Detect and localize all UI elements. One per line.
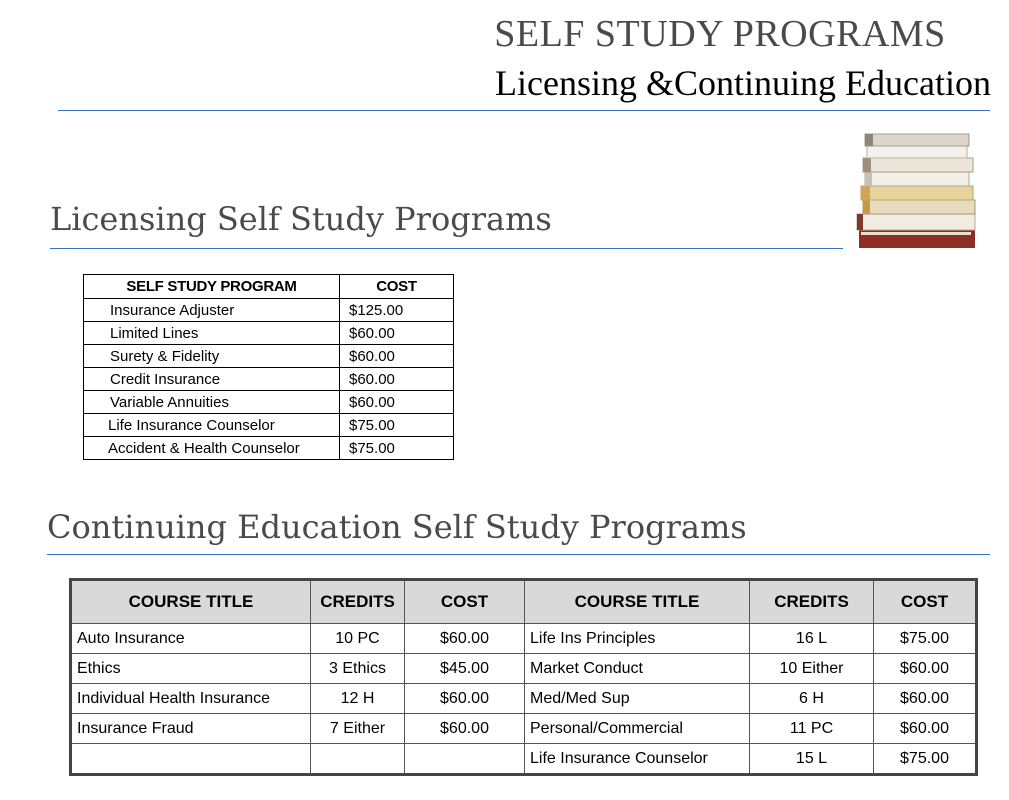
cost-cell: $45.00 bbox=[405, 654, 525, 684]
table-header-row bbox=[84, 275, 454, 299]
course-title-cell: Ethics bbox=[71, 654, 311, 684]
credits-cell bbox=[311, 744, 405, 775]
cost-cell: $60.00 bbox=[405, 624, 525, 654]
table-row bbox=[84, 414, 454, 437]
course-title-cell: Auto Insurance bbox=[71, 624, 311, 654]
credits-cell: 10 Either bbox=[750, 654, 874, 684]
program-cell: Insurance Adjuster bbox=[84, 299, 340, 322]
course-title-cell: Life Insurance Counselor bbox=[525, 744, 750, 775]
book-stack-icon bbox=[853, 128, 981, 252]
program-cell: Accident & Health Counselor bbox=[84, 437, 340, 460]
column-header-credits: CREDITS bbox=[311, 580, 405, 624]
table-row bbox=[84, 437, 454, 460]
column-header-course-title: COURSE TITLE bbox=[71, 580, 311, 624]
course-title-cell bbox=[71, 744, 311, 775]
continuing-education-table bbox=[69, 578, 978, 776]
column-header-course-title: COURSE TITLE bbox=[525, 580, 750, 624]
course-title-cell: Personal/Commercial bbox=[525, 714, 750, 744]
cost-cell: $60.00 bbox=[874, 684, 977, 714]
credits-cell: 6 H bbox=[750, 684, 874, 714]
credits-cell: 15 L bbox=[750, 744, 874, 775]
program-cell: Surety & Fidelity bbox=[84, 345, 340, 368]
cost-cell: $60.00 bbox=[874, 714, 977, 744]
program-cell: Credit Insurance bbox=[84, 368, 340, 391]
cost-cell: $60.00 bbox=[340, 345, 454, 368]
course-title-cell: Market Conduct bbox=[525, 654, 750, 684]
course-title-cell: Med/Med Sup bbox=[525, 684, 750, 714]
table-row bbox=[84, 345, 454, 368]
credits-cell: 12 H bbox=[311, 684, 405, 714]
table-row bbox=[84, 322, 454, 345]
licensing-divider bbox=[50, 248, 843, 249]
column-header-cost: COST bbox=[874, 580, 977, 624]
course-title-cell: Life Ins Principles bbox=[525, 624, 750, 654]
cost-cell: $125.00 bbox=[340, 299, 454, 322]
table-row bbox=[84, 391, 454, 414]
licensing-heading: Licensing Self Study Programs bbox=[50, 200, 552, 238]
cost-cell: $60.00 bbox=[405, 714, 525, 744]
cost-cell: $75.00 bbox=[340, 414, 454, 437]
column-header-cost: COST bbox=[340, 275, 454, 299]
column-header-program: SELF STUDY PROGRAM bbox=[84, 275, 340, 299]
continuing-education-heading: Continuing Education Self Study Programs bbox=[47, 508, 747, 546]
course-title-cell: Individual Health Insurance bbox=[71, 684, 311, 714]
cost-cell: $75.00 bbox=[340, 437, 454, 460]
header-divider bbox=[58, 110, 990, 111]
cost-cell: $75.00 bbox=[874, 744, 977, 775]
credits-cell: 11 PC bbox=[750, 714, 874, 744]
column-header-cost: COST bbox=[405, 580, 525, 624]
licensing-table bbox=[83, 274, 454, 460]
credits-cell: 10 PC bbox=[311, 624, 405, 654]
column-header-credits: CREDITS bbox=[750, 580, 874, 624]
credits-cell: 3 Ethics bbox=[311, 654, 405, 684]
course-title-cell: Insurance Fraud bbox=[71, 714, 311, 744]
table-row bbox=[71, 714, 977, 744]
table-row bbox=[71, 744, 977, 775]
cost-cell: $60.00 bbox=[340, 391, 454, 414]
cost-cell bbox=[405, 744, 525, 775]
program-cell: Life Insurance Counselor bbox=[84, 414, 340, 437]
cost-cell: $60.00 bbox=[340, 368, 454, 391]
table-row bbox=[71, 654, 977, 684]
cost-cell: $60.00 bbox=[340, 322, 454, 345]
cost-cell: $60.00 bbox=[874, 654, 977, 684]
program-cell: Limited Lines bbox=[84, 322, 340, 345]
table-header-row bbox=[71, 580, 977, 624]
credits-cell: 7 Either bbox=[311, 714, 405, 744]
program-cell: Variable Annuities bbox=[84, 391, 340, 414]
credits-cell: 16 L bbox=[750, 624, 874, 654]
page-title: SELF STUDY PROGRAMS bbox=[494, 13, 946, 55]
table-row bbox=[84, 368, 454, 391]
table-row bbox=[71, 624, 977, 654]
cost-cell: $60.00 bbox=[405, 684, 525, 714]
table-row bbox=[71, 684, 977, 714]
cost-cell: $75.00 bbox=[874, 624, 977, 654]
table-row bbox=[84, 299, 454, 322]
continuing-education-divider bbox=[47, 554, 990, 555]
page-subtitle: Licensing &Continuing Education bbox=[495, 63, 991, 103]
